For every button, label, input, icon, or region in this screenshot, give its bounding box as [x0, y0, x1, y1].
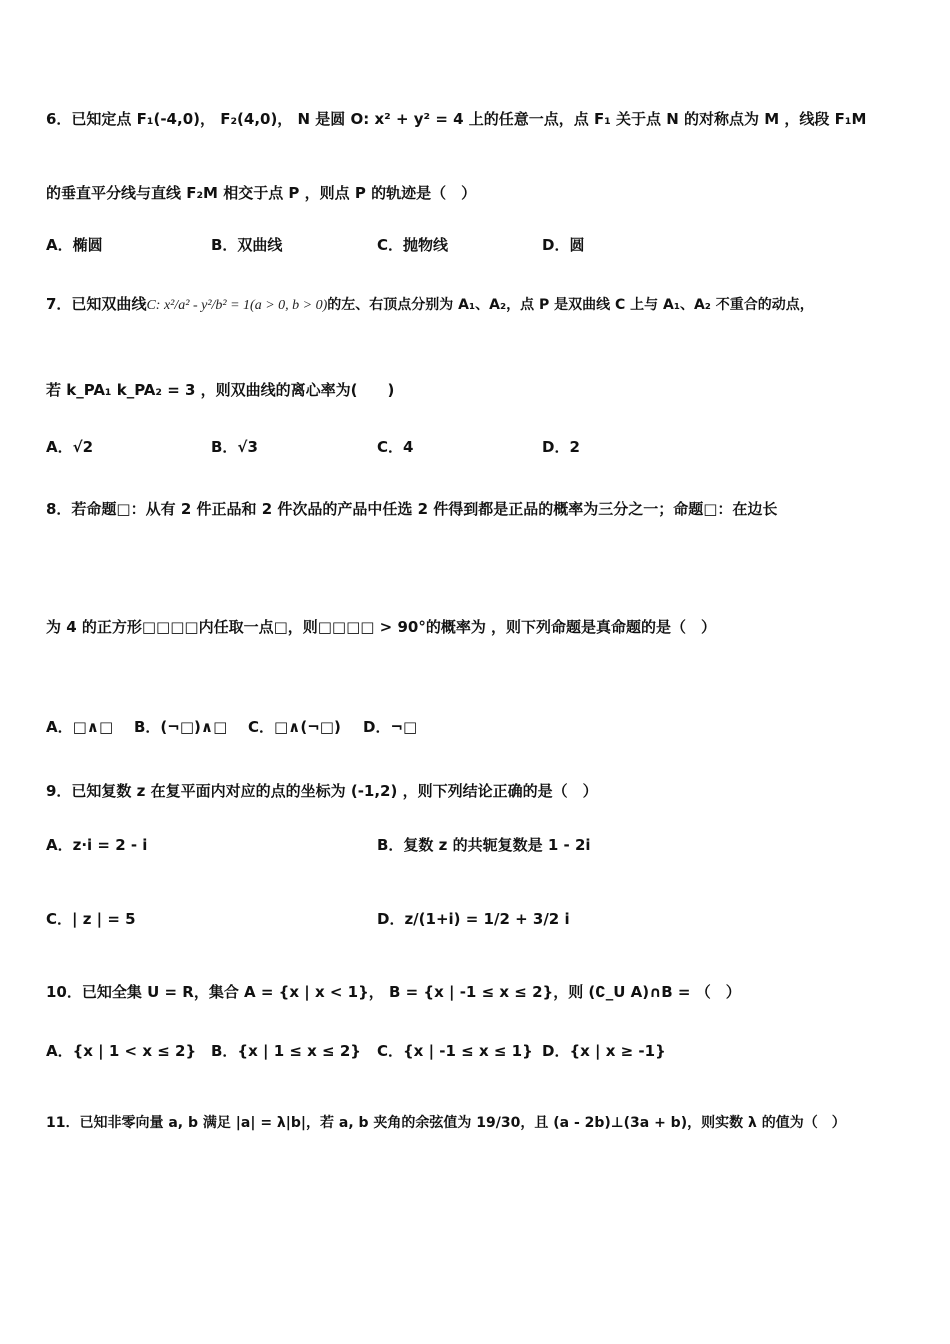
q6-option-c: C．抛物线: [377, 236, 449, 254]
q7-option-b: B．√3: [211, 438, 258, 456]
q8-option-a: A．□∧□: [46, 718, 114, 736]
q6-option-d: D．圆: [542, 236, 585, 254]
q8-option-b: B．(¬□)∧□: [134, 718, 228, 736]
q11-line1: 11．已知非零向量 a, b 满足 |a| = λ|b|，若 a, b 夹角的余弦值为 19/30，且 (a - 2b)⊥(3a + b)，则实数 λ 的值为（ ）: [46, 1115, 846, 1131]
q7-option-a: A．√2: [46, 438, 94, 456]
q6-line1: [46, 112, 866, 127]
q9-option-b: B．复数 z 的共轭复数是 1 - 2i: [377, 836, 591, 854]
q7-option-d: D．2: [542, 438, 580, 456]
q8-line1: 8．若命题□：从有 2 件正品和 2 件次品的产品中任选 2 件得到都是正品的概率为三分之一；命题□：在边长: [46, 500, 778, 518]
q6-line2: 的垂直平分线与直线 F₂M 相交于点 P ，则点 P 的轨迹是（ ）: [46, 184, 477, 202]
q6-option-a: A．椭圆: [46, 236, 103, 254]
q6-stem-text: 6．已知定点 F₁(-4,0)， F₂(4,0)， N 是圆 O: x² + y² = 4 上的任意一点，点 F₁ 关于点 N 的对称点为 M ，线段 F₁M: [46, 110, 867, 128]
q6-option-b: B．双曲线: [211, 236, 283, 254]
q8-line2: 为 4 的正方形□□□□内任取一点□，则□□□□ > 90°的概率为 ，则下列命题是真命题的是（ ）: [46, 618, 717, 636]
q10-option-a: A．{x | 1 < x ≤ 2}: [46, 1042, 197, 1060]
q8-option-d: D．¬□: [363, 718, 418, 736]
q9-option-c: C．| z | = 5: [46, 910, 136, 928]
q7-option-c: C．4: [377, 438, 414, 456]
q10-option-b: B．{x | 1 ≤ x ≤ 2}: [211, 1042, 361, 1060]
q10-line1: 10．已知全集 U = R，集合 A = {x | x < 1}， B = {x | -1 ≤ x ≤ 2}，则 (∁_U A)∩B = （ ）: [46, 983, 741, 1001]
q7-line1: 7．已知双曲线C: x²/a² - y²/b² = 1(a > 0, b > 0)的左、右顶点分别为 A₁、A₂，点 P 是双曲线 C 上与 A₁、A₂ 不重合的动点，: [46, 295, 814, 313]
q10-option-c: C．{x | -1 ≤ x ≤ 1}: [377, 1042, 533, 1060]
q9-option-d: D．z/(1+i) = 1/2 + 3/2 i: [377, 910, 570, 928]
q7-line2: 若 k_PA₁ k_PA₂ = 3 ，则双曲线的离心率为( ): [46, 381, 395, 399]
q8-option-c: C．□∧(¬□): [248, 718, 341, 736]
q9-line1: 9．已知复数 z 在复平面内对应的点的坐标为 (-1,2) ，则下列结论正确的是（ ）: [46, 782, 598, 800]
q9-option-a: A．z·i = 2 - i: [46, 836, 148, 854]
q10-option-d: D．{x | x ≥ -1}: [542, 1042, 666, 1060]
q7-hyperbola-equation: C: x²/a² - y²/b² = 1(a > 0, b > 0): [146, 298, 328, 313]
